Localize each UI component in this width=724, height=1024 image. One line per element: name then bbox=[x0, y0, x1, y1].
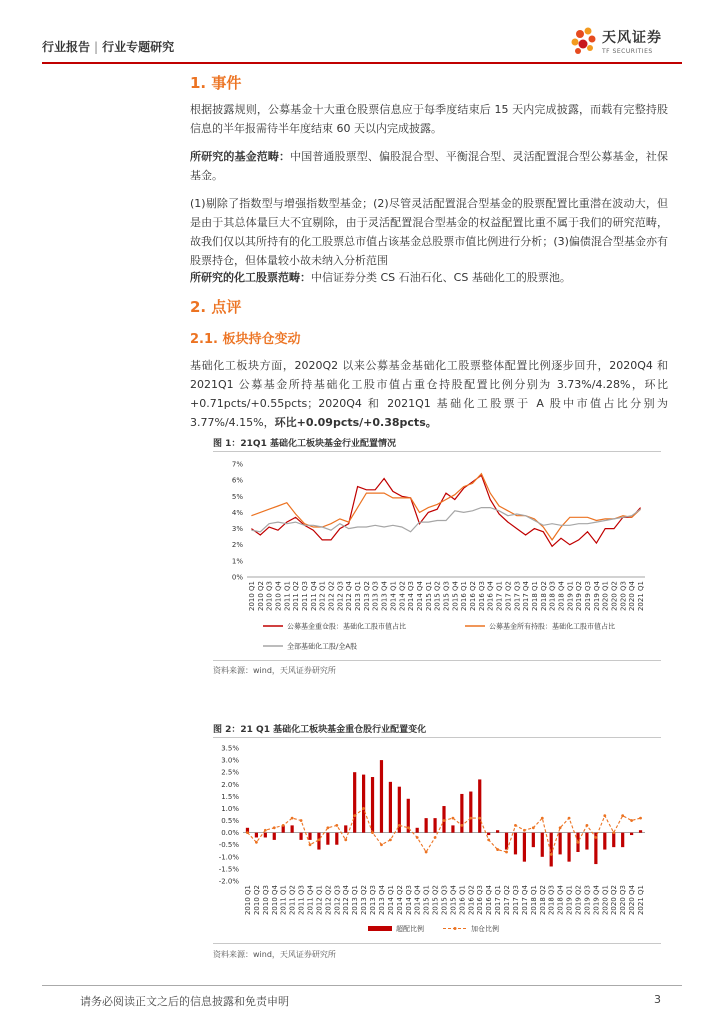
bar bbox=[559, 833, 562, 855]
x-tick-label: 2012 Q3 bbox=[336, 581, 345, 612]
x-tick-label: 2016 Q1 bbox=[458, 885, 467, 916]
bar bbox=[541, 833, 544, 857]
x-tick-label: 2020 Q4 bbox=[628, 885, 637, 916]
x-tick-label: 2011 Q4 bbox=[309, 581, 318, 612]
x-tick-label: 2016 Q3 bbox=[477, 581, 486, 612]
section2-title: 2. 点评 bbox=[190, 298, 242, 316]
bar bbox=[344, 825, 347, 832]
y-tick-label: 7% bbox=[231, 460, 243, 469]
x-tick-label: 2011 Q3 bbox=[300, 581, 309, 612]
x-tick-label: 2021 Q1 bbox=[637, 581, 646, 612]
bar bbox=[630, 833, 633, 835]
x-tick-label: 2016 Q2 bbox=[469, 581, 478, 612]
x-tick-label: 2020 Q3 bbox=[619, 581, 628, 612]
section1-paragraph-1: 根据披露规则，公募基金十大重仓股票信息应于每季度结束后 15 天内完成披露，而载有完整持股信息的半年报需待半年度结束 60 天以内完成披露。 bbox=[190, 103, 668, 135]
y-tick-label: 2.0% bbox=[221, 780, 239, 789]
bar bbox=[371, 777, 374, 833]
x-tick-label: 2016 Q2 bbox=[467, 885, 476, 916]
line-point bbox=[612, 831, 615, 834]
line-point bbox=[407, 826, 410, 829]
fund-scope-label: 所研究的基金范畴： bbox=[190, 150, 291, 163]
x-tick-label: 2019 Q3 bbox=[584, 581, 593, 612]
header-separator: | bbox=[94, 40, 99, 54]
section1-title: 1. 事件 bbox=[190, 74, 242, 92]
line-point bbox=[425, 851, 428, 854]
bar bbox=[273, 833, 276, 840]
line-point bbox=[353, 814, 356, 817]
section2-paragraph-1 bbox=[190, 356, 668, 432]
figure2-chart bbox=[213, 740, 661, 940]
bar bbox=[478, 779, 481, 832]
line-point bbox=[371, 831, 374, 834]
x-tick-label: 2011 Q3 bbox=[297, 885, 306, 916]
bar bbox=[469, 792, 472, 833]
line-point bbox=[532, 826, 535, 829]
line-point bbox=[389, 838, 392, 841]
x-tick-label: 2016 Q4 bbox=[486, 581, 495, 612]
bar bbox=[389, 782, 392, 833]
y-tick-label: -1.5% bbox=[218, 865, 239, 874]
section1-paragraph-2 bbox=[190, 147, 668, 185]
line-point bbox=[344, 838, 347, 841]
x-tick-label: 2015 Q1 bbox=[424, 581, 433, 612]
y-tick-label: 3% bbox=[231, 525, 243, 534]
stock-scope-text: 中信证券分类 CS 石油石化、CS 基础化工的股票池。 bbox=[311, 271, 571, 284]
x-tick-label: 2011 Q2 bbox=[292, 581, 301, 612]
line-point bbox=[326, 826, 329, 829]
x-tick-label: 2017 Q2 bbox=[503, 885, 512, 916]
x-tick-label: 2014 Q4 bbox=[413, 885, 422, 916]
header-divider bbox=[42, 62, 682, 64]
bar bbox=[451, 825, 454, 832]
x-tick-label: 2016 Q4 bbox=[485, 885, 494, 916]
line-point bbox=[523, 829, 526, 832]
x-tick-label: 2018 Q4 bbox=[557, 581, 566, 612]
y-tick-label: 1.5% bbox=[221, 792, 239, 801]
x-tick-label: 2010 Q2 bbox=[252, 885, 261, 916]
y-tick-label: 2.5% bbox=[221, 768, 239, 777]
y-tick-label: -1.0% bbox=[218, 853, 239, 862]
x-tick-label: 2015 Q2 bbox=[433, 581, 442, 612]
line-point bbox=[603, 814, 606, 817]
x-tick-label: 2017 Q4 bbox=[520, 885, 529, 916]
x-tick-label: 2017 Q3 bbox=[511, 885, 520, 916]
section2-subtitle: 2.1. 板块持仓变动 bbox=[190, 332, 301, 347]
section1-paragraph-3: (1)剔除了指数型与增强指数型基金；(2)尽管灵活配置混合型基金的股票配置比重潜在波动大，但是由于其总体量巨大不宜剔除，由于灵活配置混合型基金的权益配置比重不属于我们的研究范畴，故我们仅以其所持有的化工股票总市值占该基金总股票市值比例进行分析；(3)偏债混合型基金亦有股票持仓，但体量较小故未纳入分析范围 bbox=[190, 197, 668, 267]
y-tick-label: -2.0% bbox=[218, 877, 239, 886]
x-tick-label: 2021 Q1 bbox=[637, 885, 646, 916]
x-tick-label: 2011 Q2 bbox=[288, 885, 297, 916]
bar bbox=[532, 833, 535, 848]
x-tick-label: 2011 Q1 bbox=[283, 581, 292, 612]
line-point bbox=[469, 817, 472, 820]
series-line-2 bbox=[251, 474, 640, 540]
bar bbox=[621, 833, 624, 848]
y-tick-label: 0.0% bbox=[221, 829, 239, 838]
line-point bbox=[496, 848, 499, 851]
bar bbox=[255, 833, 258, 838]
figure2-top-rule bbox=[213, 737, 661, 738]
line-point bbox=[505, 851, 508, 854]
x-tick-label: 2013 Q3 bbox=[369, 885, 378, 916]
x-tick-label: 2020 Q3 bbox=[619, 885, 628, 916]
bar bbox=[567, 833, 570, 862]
bar bbox=[291, 825, 294, 832]
x-tick-label: 2013 Q4 bbox=[380, 581, 389, 612]
bar bbox=[514, 833, 517, 855]
x-tick-label: 2020 Q2 bbox=[610, 885, 619, 916]
line-point bbox=[487, 838, 490, 841]
x-tick-label: 2011 Q4 bbox=[306, 885, 315, 916]
bar bbox=[416, 828, 419, 833]
line-point bbox=[335, 824, 338, 827]
y-tick-label: 3.5% bbox=[221, 744, 239, 753]
x-tick-label: 2020 Q1 bbox=[601, 885, 610, 916]
page-number: 3 bbox=[654, 993, 661, 1006]
y-tick-label: 1.0% bbox=[221, 804, 239, 813]
x-tick-label: 2019 Q3 bbox=[583, 885, 592, 916]
footer-divider bbox=[42, 985, 682, 986]
legend-label: 公募基金重仓股：基础化工股市值占比 bbox=[287, 622, 406, 631]
x-tick-label: 2018 Q3 bbox=[547, 885, 556, 916]
x-tick-label: 2015 Q1 bbox=[422, 885, 431, 916]
x-tick-label: 2019 Q2 bbox=[575, 581, 584, 612]
bar bbox=[380, 760, 383, 833]
x-tick-label: 2018 Q4 bbox=[556, 885, 565, 916]
x-tick-label: 2012 Q4 bbox=[345, 581, 354, 612]
y-tick-label: 6% bbox=[231, 476, 243, 485]
x-tick-label: 2017 Q2 bbox=[504, 581, 513, 612]
x-tick-label: 2015 Q4 bbox=[451, 581, 460, 612]
x-tick-label: 2015 Q3 bbox=[440, 885, 449, 916]
x-tick-label: 2013 Q1 bbox=[354, 581, 363, 612]
x-tick-label: 2010 Q4 bbox=[274, 581, 283, 612]
line-point bbox=[282, 824, 285, 827]
line-point bbox=[621, 814, 624, 817]
bar bbox=[299, 833, 302, 840]
x-tick-label: 2010 Q4 bbox=[270, 885, 279, 916]
legend-label: 公募基金所有持股：基础化工股市值占比 bbox=[489, 622, 615, 631]
figure1-title: 图 1：21Q1 基础化工板块基金行业配置情况 bbox=[213, 439, 396, 449]
line-point bbox=[380, 843, 383, 846]
line-point bbox=[443, 819, 446, 822]
legend-swatch bbox=[368, 926, 392, 931]
x-tick-label: 2012 Q1 bbox=[315, 885, 324, 916]
y-tick-label: 3.0% bbox=[221, 756, 239, 765]
x-tick-label: 2019 Q4 bbox=[592, 581, 601, 612]
logo-name: 天风证券 bbox=[602, 30, 662, 46]
line-point bbox=[568, 817, 571, 820]
x-tick-label: 2018 Q2 bbox=[539, 581, 548, 612]
section2-paragraph-1a: 基础化工板块方面，2020Q2 以来公募基金基础化工股票整体配置比例逐步回升，2020Q4 和 2021Q1 公募基金所持基础化工股市值占重仓持股配置比例分别为 3.73%/4.28%，环比+0.71pcts/+0.55pcts；2020Q4 和 2021Q1 基础化工股票于 A 股中市值占比分别为 3.77%/4.15%， bbox=[190, 359, 668, 429]
line-point bbox=[416, 836, 419, 839]
line-point bbox=[639, 817, 642, 820]
x-tick-label: 2014 Q1 bbox=[386, 885, 395, 916]
y-tick-label: 2% bbox=[231, 541, 243, 550]
section2-paragraph-1b: 环比+0.09pcts/+0.38pcts。 bbox=[274, 416, 437, 429]
x-tick-label: 2017 Q1 bbox=[494, 885, 503, 916]
line-point bbox=[478, 817, 481, 820]
line-point bbox=[398, 824, 401, 827]
line-point bbox=[255, 841, 258, 844]
x-tick-label: 2014 Q2 bbox=[395, 885, 404, 916]
x-tick-label: 2019 Q1 bbox=[565, 885, 574, 916]
line-point bbox=[586, 824, 589, 827]
line-point bbox=[309, 843, 312, 846]
line-point bbox=[541, 817, 544, 820]
bar bbox=[603, 833, 606, 850]
x-tick-label: 2015 Q4 bbox=[449, 885, 458, 916]
y-tick-label: -0.5% bbox=[218, 841, 239, 850]
x-tick-label: 2020 Q4 bbox=[628, 581, 637, 612]
report-type: 行业报告 bbox=[42, 40, 91, 54]
logo-subtitle: TF SECURITIES bbox=[602, 48, 653, 55]
x-tick-label: 2012 Q2 bbox=[327, 581, 336, 612]
x-tick-label: 2019 Q2 bbox=[574, 885, 583, 916]
line-point bbox=[246, 831, 249, 834]
figure2-title: 图 2：21 Q1 基础化工板块基金重仓股行业配置变化 bbox=[213, 725, 427, 735]
x-tick-label: 2012 Q2 bbox=[324, 885, 333, 916]
x-tick-label: 2020 Q1 bbox=[601, 581, 610, 612]
x-tick-label: 2019 Q1 bbox=[566, 581, 575, 612]
line-point bbox=[452, 817, 455, 820]
x-tick-label: 2015 Q3 bbox=[442, 581, 451, 612]
x-tick-label: 2010 Q2 bbox=[256, 581, 265, 612]
x-tick-label: 2014 Q3 bbox=[407, 581, 416, 612]
x-tick-label: 2018 Q3 bbox=[548, 581, 557, 612]
report-subtype: 行业专题研究 bbox=[102, 40, 175, 54]
bar bbox=[335, 833, 338, 845]
series-line-1 bbox=[251, 475, 640, 546]
x-tick-label: 2016 Q3 bbox=[476, 885, 485, 916]
y-tick-label: 4% bbox=[231, 508, 243, 517]
bar bbox=[425, 818, 428, 833]
x-tick-label: 2010 Q1 bbox=[247, 581, 256, 612]
bar bbox=[487, 833, 490, 835]
line-point bbox=[291, 817, 294, 820]
figure1-top-rule bbox=[213, 451, 661, 452]
line-point bbox=[559, 826, 562, 829]
company-logo bbox=[566, 24, 686, 60]
x-tick-label: 2010 Q3 bbox=[265, 581, 274, 612]
bar bbox=[362, 775, 365, 833]
x-tick-label: 2017 Q1 bbox=[495, 581, 504, 612]
line-point bbox=[460, 824, 463, 827]
x-tick-label: 2018 Q2 bbox=[538, 885, 547, 916]
x-tick-label: 2012 Q4 bbox=[342, 885, 351, 916]
x-tick-label: 2013 Q2 bbox=[360, 885, 369, 916]
bar bbox=[308, 833, 311, 840]
line-point bbox=[514, 824, 517, 827]
y-tick-label: 1% bbox=[231, 557, 243, 566]
fund-scope-text: 中国普通股票型、偏股混合型、平衡混合型、灵活配置混合型公募基金，社保基金。 bbox=[190, 150, 669, 182]
line-point bbox=[264, 829, 267, 832]
figure2-bottom-rule bbox=[213, 943, 661, 944]
x-tick-label: 2020 Q2 bbox=[610, 581, 619, 612]
x-tick-label: 2014 Q2 bbox=[398, 581, 407, 612]
bar bbox=[433, 818, 436, 833]
x-tick-label: 2018 Q1 bbox=[529, 885, 538, 916]
x-tick-label: 2015 Q2 bbox=[431, 885, 440, 916]
x-tick-label: 2013 Q1 bbox=[351, 885, 360, 916]
line-point bbox=[434, 836, 437, 839]
x-tick-label: 2013 Q4 bbox=[377, 885, 386, 916]
line-point bbox=[550, 853, 553, 856]
footer-disclaimer: 请务必阅读正文之后的信息披露和免责申明 bbox=[80, 995, 289, 1008]
x-tick-label: 2018 Q1 bbox=[530, 581, 539, 612]
y-tick-label: 0.5% bbox=[221, 817, 239, 826]
x-tick-label: 2019 Q4 bbox=[592, 885, 601, 916]
x-tick-label: 2012 Q1 bbox=[318, 581, 327, 612]
bar bbox=[612, 833, 615, 848]
x-tick-label: 2014 Q4 bbox=[415, 581, 424, 612]
figure2-source: 资料来源：wind，天风证券研究所 bbox=[213, 950, 336, 959]
section1-paragraph-4 bbox=[190, 268, 668, 287]
logo-mark-icon bbox=[566, 24, 602, 60]
page-header bbox=[42, 38, 174, 55]
x-tick-label: 2011 Q1 bbox=[279, 885, 288, 916]
x-tick-label: 2014 Q1 bbox=[389, 581, 398, 612]
figure1-chart bbox=[213, 454, 661, 659]
x-tick-label: 2016 Q1 bbox=[460, 581, 469, 612]
x-tick-label: 2013 Q2 bbox=[362, 581, 371, 612]
bar bbox=[496, 830, 499, 832]
line-point bbox=[362, 807, 365, 810]
bar bbox=[264, 833, 267, 838]
bar bbox=[353, 772, 356, 832]
x-tick-label: 2013 Q3 bbox=[371, 581, 380, 612]
stock-scope-label: 所研究的化工股票范畴： bbox=[190, 271, 311, 284]
line-point bbox=[577, 841, 580, 844]
x-tick-label: 2010 Q3 bbox=[261, 885, 270, 916]
legend-label: 全部基础化工股/全A股 bbox=[287, 642, 358, 651]
y-tick-label: 0% bbox=[231, 573, 243, 582]
x-tick-label: 2010 Q1 bbox=[243, 885, 252, 916]
figure1-bottom-rule bbox=[213, 660, 661, 661]
figure1-source: 资料来源：wind，天风证券研究所 bbox=[213, 666, 336, 675]
legend-label: 加仓比例 bbox=[471, 925, 499, 933]
line-point bbox=[300, 819, 303, 822]
x-tick-label: 2014 Q3 bbox=[404, 885, 413, 916]
legend-swatch-marker bbox=[454, 927, 457, 930]
line-point bbox=[594, 836, 597, 839]
line-point bbox=[318, 838, 321, 841]
x-tick-label: 2012 Q3 bbox=[333, 885, 342, 916]
line-point bbox=[630, 819, 633, 822]
bar bbox=[639, 830, 642, 832]
x-tick-label: 2017 Q4 bbox=[522, 581, 531, 612]
x-tick-label: 2017 Q3 bbox=[513, 581, 522, 612]
bar bbox=[326, 833, 329, 845]
legend-label: 超配比例 bbox=[396, 925, 424, 933]
bar bbox=[523, 833, 526, 862]
line-point bbox=[273, 826, 276, 829]
bar bbox=[460, 794, 463, 833]
y-tick-label: 5% bbox=[231, 492, 243, 501]
bar bbox=[585, 833, 588, 850]
